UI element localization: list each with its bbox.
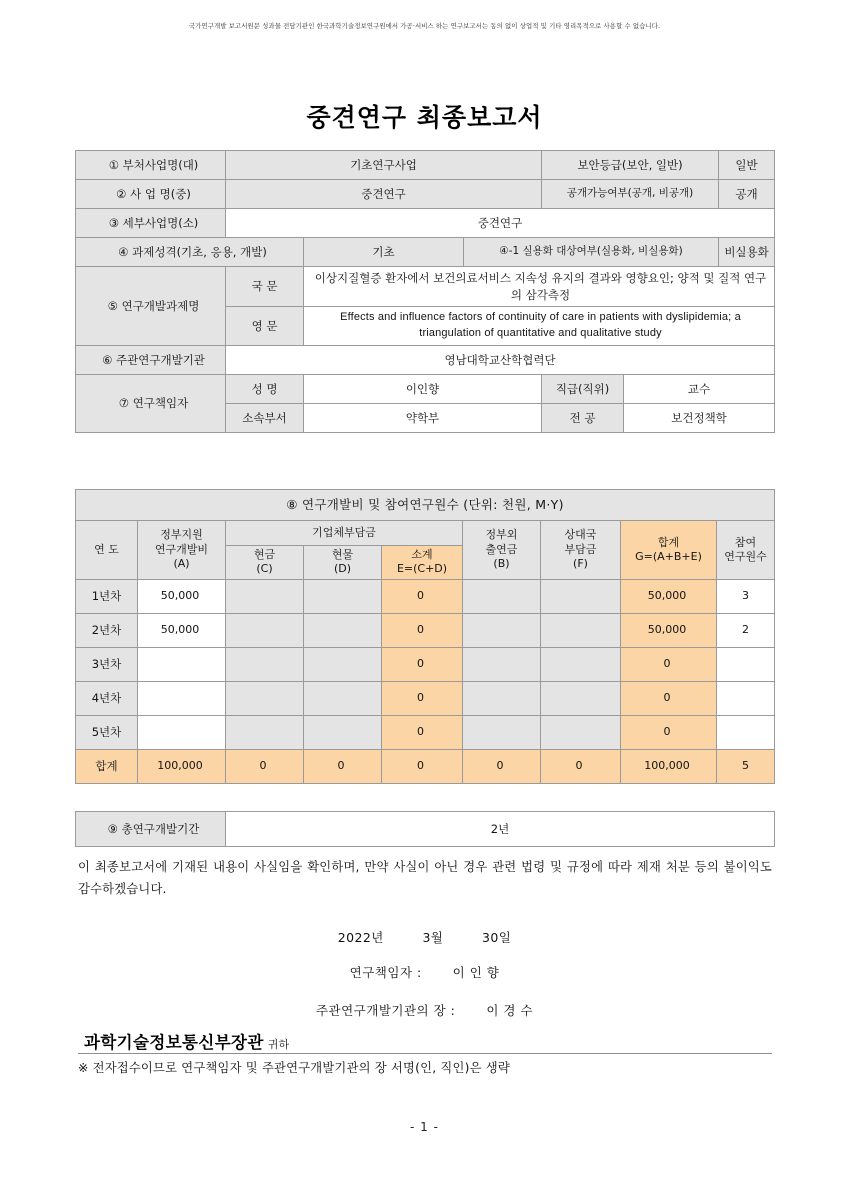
- cash-value: [226, 681, 304, 715]
- table-row: [76, 267, 775, 307]
- table-row: [76, 346, 775, 375]
- gov-fund-value: 50,000: [138, 613, 226, 647]
- minister-underline: [78, 1053, 772, 1054]
- research-period-table: [75, 811, 775, 847]
- subtotal-value: 0: [382, 681, 463, 715]
- inkind-value: [304, 579, 382, 613]
- grand-total-value: 0: [621, 647, 717, 681]
- minister-title: 과학기술정보통신부장관: [84, 1033, 264, 1052]
- non-gov-value: [463, 579, 541, 613]
- year-label: 5년차: [76, 715, 138, 749]
- table-row: [76, 579, 775, 613]
- pi-label: ⑦ 연구책임자: [76, 375, 226, 433]
- table-row: [76, 180, 775, 209]
- budget-header-row-1: [76, 521, 775, 546]
- sum-researchers: 5: [717, 749, 775, 783]
- security-level-value: 일반: [719, 151, 775, 180]
- table-row: [76, 209, 775, 238]
- truth-statement: 이 최종보고서에 기재된 내용이 사실임을 확인하며, 만약 사실이 아닌 경우 관련 법령 및 규정에 따라 제재 처분 등의 불이익도 감수하겠습니다.: [78, 860, 772, 896]
- program-name-label: ② 사 업 명(중): [76, 180, 226, 209]
- header-subtotal-line2: E=(C+D): [396, 562, 448, 576]
- table-row: [76, 151, 775, 180]
- gov-fund-value: [138, 647, 226, 681]
- header-partner-line3: (F): [573, 556, 588, 570]
- budget-caption: ⑧ 연구개발비 및 참여연구원수 (단위: 천원, M·Y): [76, 490, 775, 521]
- page-title: 중견연구 최종보고서: [306, 103, 543, 132]
- pi-dept-label: 소속부서: [226, 404, 304, 433]
- cash-value: [226, 647, 304, 681]
- signature-month: 3월: [422, 930, 444, 945]
- table-row: [76, 375, 775, 404]
- subtotal-value: 0: [382, 715, 463, 749]
- minister-address-block: [84, 1029, 774, 1053]
- header-inkind-line1: 현물: [331, 548, 354, 561]
- non-gov-value: [463, 647, 541, 681]
- org-signature-line: [0, 1001, 849, 1019]
- grand-total-value: 0: [621, 681, 717, 715]
- org-signature-label: 주관연구개발기관의 장 :: [315, 1003, 456, 1018]
- pi-signature-name: 이 인 향: [452, 965, 500, 980]
- gov-fund-value: [138, 715, 226, 749]
- table-row: [76, 812, 775, 847]
- budget-table: [75, 489, 775, 784]
- header-cash-line1: 현금: [253, 548, 276, 561]
- partner-value: [541, 613, 621, 647]
- korean-title-label: 국 문: [226, 267, 304, 307]
- header-cash: [226, 546, 304, 580]
- header-researchers-line1: 참여: [734, 535, 757, 549]
- header-inkind-line2: (D): [333, 562, 352, 576]
- researchers-value: [717, 681, 775, 715]
- year-label: 2년차: [76, 613, 138, 647]
- header-researchers-line2: 연구원수: [724, 549, 767, 563]
- subtotal-value: 0: [382, 647, 463, 681]
- project-title-label: ⑤ 연구개발과제명: [76, 267, 226, 346]
- project-nature-value: 기초: [304, 238, 464, 267]
- header-grand-total-line1: 합계: [657, 535, 680, 549]
- year-label: 3년차: [76, 647, 138, 681]
- header-gov-fund: [138, 521, 226, 580]
- pi-dept-value: 약학부: [304, 404, 542, 433]
- header-year: 연 도: [76, 521, 138, 580]
- project-nature-label: ④ 과제성격(기초, 응용, 개발): [76, 238, 304, 267]
- header-partner-line2: 부담금: [564, 542, 597, 556]
- table-row: [76, 238, 775, 267]
- sum-cash: 0: [226, 749, 304, 783]
- partner-value: [541, 715, 621, 749]
- sub-program-value: 중견연구: [226, 209, 775, 238]
- program-name-value: 중견연구: [226, 180, 542, 209]
- header-subtotal-line1: 소계: [411, 548, 433, 561]
- inkind-value: [304, 647, 382, 681]
- header-grand-total: [621, 521, 717, 580]
- non-gov-value: [463, 681, 541, 715]
- inkind-value: [304, 715, 382, 749]
- commercialization-value: 비실용화: [719, 238, 775, 267]
- cash-value: [226, 613, 304, 647]
- partner-value: [541, 579, 621, 613]
- header-partner-line1: 상대국: [564, 528, 597, 542]
- period-value: 2년: [226, 812, 775, 847]
- pi-major-value: 보건정책학: [624, 404, 775, 433]
- ministry-program-value: 기초연구사업: [226, 151, 542, 180]
- table-row: [76, 681, 775, 715]
- electronic-submission-note: ※ 전자접수이므로 연구책임자 및 주관연구개발기관의 장 서명(인, 직인)은 생략: [78, 1061, 510, 1075]
- gov-fund-value: 50,000: [138, 579, 226, 613]
- subtotal-value: 0: [382, 579, 463, 613]
- host-institution-value: 영남대학교산학협력단: [226, 346, 775, 375]
- non-gov-value: [463, 715, 541, 749]
- english-title-value: Effects and influence factors of continuity of care in patients with dyslipidemia; a triangulation of quantitative and qualitative study: [304, 307, 775, 346]
- researchers-value: 2: [717, 613, 775, 647]
- sum-non-gov: 0: [463, 749, 541, 783]
- english-title-label: 영 문: [226, 307, 304, 346]
- grand-total-value: 50,000: [621, 579, 717, 613]
- minister-suffix: 귀하: [267, 1038, 290, 1051]
- grand-total-value: 50,000: [621, 613, 717, 647]
- header-non-gov-fund: [463, 521, 541, 580]
- signature-day: 30일: [482, 930, 512, 945]
- header-gov-fund-line1: 정부지원: [160, 528, 203, 542]
- page-number: - 1 -: [410, 1120, 439, 1134]
- pi-major-label: 전 공: [542, 404, 624, 433]
- ministry-program-label: ① 부처사업명(대): [76, 151, 226, 180]
- budget-sum-row: [76, 749, 775, 783]
- cash-value: [226, 715, 304, 749]
- researchers-value: 3: [717, 579, 775, 613]
- table-row: [76, 613, 775, 647]
- signature-year: 2022년: [337, 930, 384, 945]
- header-non-gov-line3: (B): [493, 556, 510, 570]
- security-level-label: 보안등급(보안, 일반): [542, 151, 719, 180]
- commercialization-label: ④-1 실용화 대상여부(실용화, 비실용화): [464, 238, 719, 267]
- partner-value: [541, 647, 621, 681]
- grand-total-value: 0: [621, 715, 717, 749]
- disclosure-value: 공개: [719, 180, 775, 209]
- signature-date: [0, 928, 849, 946]
- host-institution-label: ⑥ 주관연구개발기관: [76, 346, 226, 375]
- header-subtotal: [382, 546, 463, 580]
- year-label: 1년차: [76, 579, 138, 613]
- subtotal-value: 0: [382, 613, 463, 647]
- non-gov-value: [463, 613, 541, 647]
- pi-signature-line: [0, 963, 849, 981]
- year-label: 4년차: [76, 681, 138, 715]
- sum-partner: 0: [541, 749, 621, 783]
- disclosure-label: 공개가능여부(공개, 비공개): [542, 180, 719, 209]
- cash-value: [226, 579, 304, 613]
- header-grand-total-line2: G=(A+B+E): [635, 549, 702, 563]
- table-row: [76, 647, 775, 681]
- sum-grand-total: 100,000: [621, 749, 717, 783]
- sum-inkind: 0: [304, 749, 382, 783]
- period-label: ⑨ 총연구개발기간: [76, 812, 226, 847]
- org-signature-name: 이 경 수: [486, 1003, 534, 1018]
- header-gov-fund-line3: (A): [173, 556, 190, 570]
- header-non-gov-line1: 정부외: [485, 528, 518, 542]
- header-inkind: [304, 546, 382, 580]
- pi-name-label: 성 명: [226, 375, 304, 404]
- sub-program-label: ③ 세부사업명(소): [76, 209, 226, 238]
- header-researchers: [717, 521, 775, 580]
- table-row: [76, 715, 775, 749]
- researchers-value: [717, 715, 775, 749]
- header-company-contribution: 기업체부담금: [226, 521, 463, 546]
- researchers-value: [717, 647, 775, 681]
- header-non-gov-line2: 출연금: [485, 542, 518, 556]
- partner-value: [541, 681, 621, 715]
- gov-fund-value: [138, 681, 226, 715]
- inkind-value: [304, 681, 382, 715]
- header-gov-fund-line2: 연구개발비: [154, 542, 209, 556]
- pi-name-value: 이인향: [304, 375, 542, 404]
- sum-subtotal: 0: [382, 749, 463, 783]
- pi-signature-label: 연구책임자 :: [349, 965, 422, 980]
- project-info-table: [75, 150, 775, 433]
- sum-label: 합계: [76, 749, 138, 783]
- header-cash-line2: (C): [256, 562, 273, 576]
- pi-rank-value: 교수: [624, 375, 775, 404]
- korean-title-value: 이상지질혈증 환자에서 보건의료서비스 지속성 유지의 결과와 영향요인; 양적 및 질적 연구의 삼각측정: [304, 267, 775, 307]
- budget-caption-row: [76, 490, 775, 521]
- inkind-value: [304, 613, 382, 647]
- header-partner-contribution: [541, 521, 621, 580]
- pi-rank-label: 직급(직위): [542, 375, 624, 404]
- sum-gov-fund: 100,000: [138, 749, 226, 783]
- copyright-notice: 국가연구개발 보고서원문 성과물 전담기관인 한국과학기술정보연구원에서 가공·서비스 하는 연구보고서는 동의 없이 상업적 및 기타 영리목적으로 사용할 수 없습니다.: [188, 22, 661, 30]
